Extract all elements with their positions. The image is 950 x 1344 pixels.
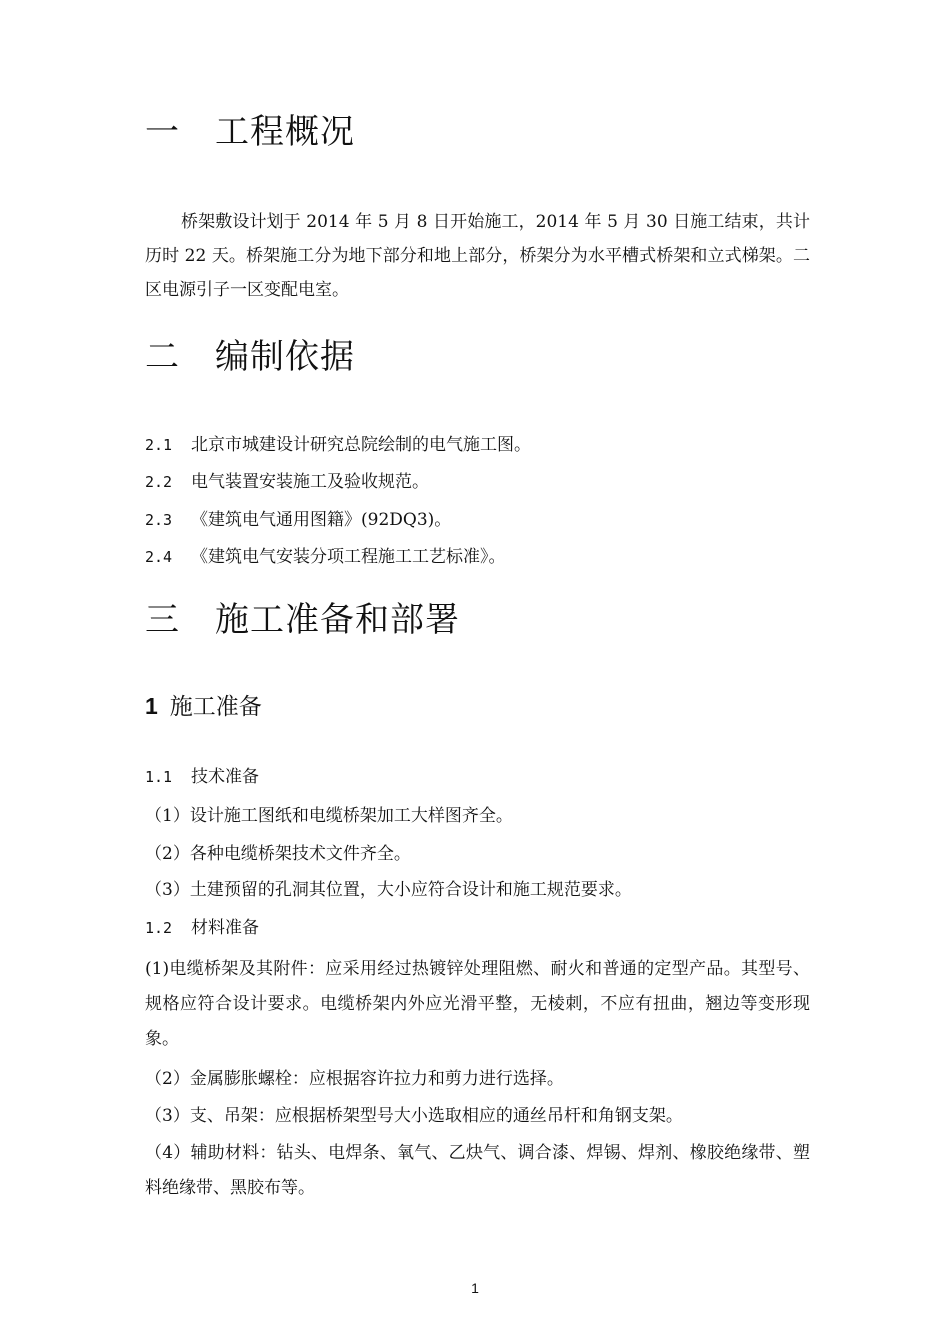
subsection-heading: 1 施工准备 <box>145 693 262 720</box>
section-heading-2: 二 编制依据 <box>145 337 355 377</box>
section-title: 编制依据 <box>215 337 355 377</box>
basis-item: 2.2 电气装置安装施工及验收规范。 <box>145 472 429 492</box>
page-number: 1 <box>471 1280 479 1296</box>
basis-item: 2.4 《建筑电气安装分项工程施工工艺标准》。 <box>145 547 506 567</box>
section-title: 施工准备和部署 <box>215 600 460 640</box>
section-heading-1: 一 工程概况 <box>145 112 355 152</box>
material-item: （2）金属膨胀螺栓：应根据容许拉力和剪力进行选择。 <box>145 1069 564 1089</box>
basis-item: 2.3 《建筑电气通用图籍》(92DQ3)。 <box>145 510 452 530</box>
subsubsection-heading: 1.1 技术准备 <box>145 767 259 787</box>
material-item: （3）支、吊架：应根据桥架型号大小选取相应的通丝吊杆和角钢支架。 <box>145 1106 683 1126</box>
section-title: 工程概况 <box>215 112 355 152</box>
material-item: (1)电缆桥架及其附件：应采用经过热镀锌处理阻燃、耐火和普通的定型产品。其型号、规格应符合设计要求。电缆桥架内外应光滑平整，无棱刺，不应有扭曲，翘边等变形现象。 <box>145 959 810 1049</box>
tech-item: （3）土建预留的孔洞其位置，大小应符合设计和施工规范要求。 <box>145 880 632 900</box>
section-heading-3: 三 施工准备和部署 <box>145 600 460 640</box>
material-item: （4）辅助材料：钻头、电焊条、氧气、乙炔气、调合漆、焊锡、焊剂、橡胶绝缘带、塑料绝缘带、黑胶布等。 <box>145 1143 810 1198</box>
overview-paragraph: 桥架敷设计划于 2014 年 5 月 8 日开始施工，2014 年 5 月 30 日施工结束，共计历时 22 天。桥架施工分为地下部分和地上部分，桥架分为水平槽式桥架和立式梯架。二区电源引子一区变配电室。 <box>145 212 810 300</box>
basis-item: 2.1 北京市城建设计研究总院绘制的电气施工图。 <box>145 435 531 455</box>
tech-item: （1）设计施工图纸和电缆桥架加工大样图齐全。 <box>145 806 513 826</box>
tech-item: （2）各种电缆桥架技术文件齐全。 <box>145 844 411 864</box>
subsubsection-heading: 1.2 材料准备 <box>145 918 259 938</box>
